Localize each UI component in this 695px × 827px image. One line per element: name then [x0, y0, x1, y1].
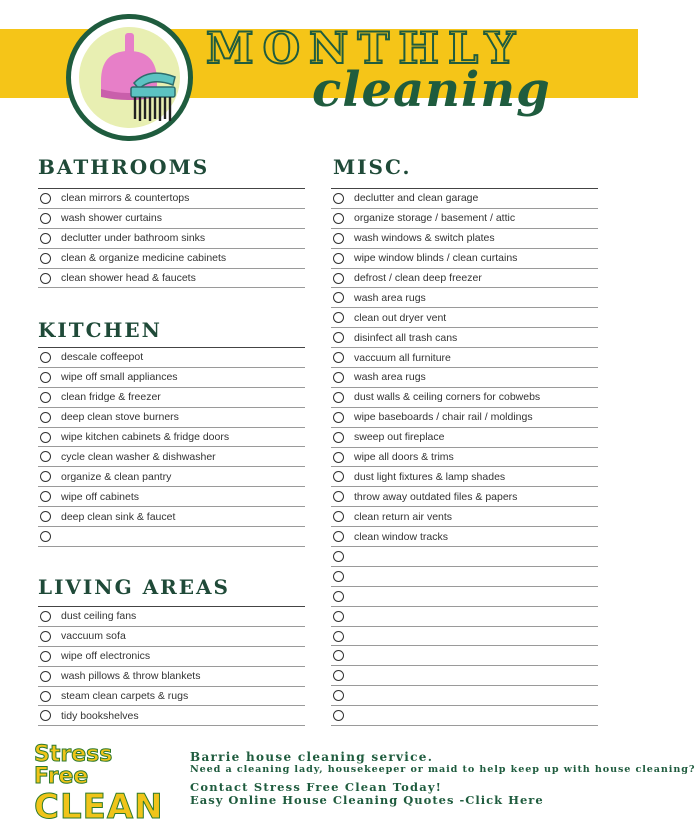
list-item-label: wash area rugs [354, 291, 426, 304]
checkbox-circle[interactable] [333, 670, 344, 681]
list-item [38, 428, 305, 448]
list-item-label: clean window tracks [354, 530, 448, 543]
list-item [38, 647, 305, 667]
checkbox-circle[interactable] [40, 352, 51, 363]
footer-service-line: Barrie house cleaning service. [190, 750, 434, 764]
list-item-label: declutter under bathroom sinks [61, 232, 206, 245]
list-item-label: clean & organize medicine cabinets [61, 252, 227, 265]
list-item [331, 467, 598, 487]
list-item-label: organize storage / basement / attic [354, 212, 516, 225]
checkbox-circle[interactable] [333, 452, 344, 463]
list-item [331, 269, 598, 289]
footer-need-line: Need a cleaning lady, housekeeper or maid to help keep up with house cleaning? [190, 764, 695, 775]
checkbox-circle[interactable] [333, 551, 344, 562]
list-item [331, 288, 598, 308]
list-item [331, 368, 598, 388]
list-item-label: wash area rugs [354, 371, 426, 384]
checkbox-circle[interactable] [40, 233, 51, 244]
checkbox-circle[interactable] [333, 471, 344, 482]
section-title-bathrooms: BATHROOMS [38, 155, 210, 179]
checkbox-circle[interactable] [40, 631, 51, 642]
list-item-label: wipe window blinds / clean curtains [354, 252, 518, 265]
checkbox-circle[interactable] [40, 253, 51, 264]
checklist-bathrooms [38, 188, 305, 288]
stress-free-clean-logo[interactable] [34, 742, 174, 827]
list-item-label: wipe off cabinets [61, 490, 140, 503]
checkbox-circle[interactable] [333, 571, 344, 582]
list-item [38, 229, 305, 249]
footer-quote-link[interactable]: Easy Online House Cleaning Quotes -Click Here [190, 793, 544, 807]
checkbox-circle[interactable] [333, 253, 344, 264]
checkbox-circle[interactable] [333, 491, 344, 502]
list-item [38, 467, 305, 487]
list-item-label: wipe all doors & trims [354, 451, 454, 464]
list-item-label: vaccuum all furniture [354, 351, 451, 364]
checkbox-circle[interactable] [333, 631, 344, 642]
checkbox-circle[interactable] [333, 710, 344, 721]
list-item-label: wipe baseboards / chair rail / moldings [354, 411, 533, 424]
list-item [331, 229, 598, 249]
list-item [331, 527, 598, 547]
list-item-label: wipe kitchen cabinets & fridge doors [61, 431, 230, 443]
dustpan-logo [66, 14, 193, 141]
checkbox-circle[interactable] [333, 193, 344, 204]
list-item [38, 209, 305, 229]
checkbox-circle[interactable] [333, 332, 344, 343]
checkbox-circle[interactable] [333, 292, 344, 303]
list-item-label: dust light fixtures & lamp shades [354, 470, 506, 483]
list-item [38, 447, 305, 467]
checkbox-circle[interactable] [40, 691, 51, 702]
list-item [38, 627, 305, 647]
list-item [38, 249, 305, 269]
checkbox-circle[interactable] [40, 193, 51, 204]
list-item-label: wash pillows & throw blankets [61, 670, 201, 683]
checkbox-circle[interactable] [333, 312, 344, 323]
checkbox-circle[interactable] [333, 591, 344, 602]
checkbox-circle[interactable] [40, 511, 51, 522]
list-item [331, 348, 598, 368]
list-item-label: defrost / clean deep freezer [354, 272, 482, 284]
list-item [331, 646, 598, 666]
list-item-label: declutter and clean garage [354, 192, 479, 205]
list-item [331, 706, 598, 726]
list-item-label: clean fridge & freezer [61, 391, 161, 404]
list-item [38, 607, 305, 627]
list-item [331, 607, 598, 627]
checkbox-circle[interactable] [333, 372, 344, 383]
dustpan-brush-icon [79, 27, 180, 128]
list-item [38, 388, 305, 408]
section-title-living-areas: LIVING AREAS [38, 575, 230, 599]
page-title: MONTHLY [206, 24, 525, 74]
list-item [38, 487, 305, 507]
list-item [331, 249, 598, 269]
checklist-living-areas [38, 606, 305, 726]
list-item-label: wipe off small appliances [61, 371, 178, 384]
checkbox-circle[interactable] [333, 531, 344, 542]
checkbox-circle[interactable] [333, 432, 344, 443]
logo-background [79, 27, 180, 128]
checkbox-circle[interactable] [333, 233, 344, 244]
list-item-label: disinfect all trash cans [354, 331, 458, 344]
list-item [331, 209, 598, 229]
list-item [331, 487, 598, 507]
checkbox-circle[interactable] [40, 471, 51, 482]
checkbox-circle[interactable] [333, 412, 344, 423]
list-item [38, 507, 305, 527]
list-item [38, 348, 305, 368]
list-item-label: deep clean sink & faucet [61, 510, 176, 523]
list-item-label: clean mirrors & countertops [61, 192, 190, 205]
list-item-label: dust ceiling fans [61, 610, 137, 623]
list-item-label: descale coffeepot [61, 351, 144, 364]
list-item [38, 408, 305, 428]
checkbox-circle[interactable] [333, 352, 344, 363]
list-item [38, 667, 305, 687]
list-item [38, 368, 305, 388]
list-item [331, 308, 598, 328]
checkbox-circle[interactable] [40, 671, 51, 682]
list-item [38, 706, 305, 726]
list-item [331, 627, 598, 647]
list-item-label: deep clean stove burners [61, 411, 179, 424]
section-title-kitchen: KITCHEN [38, 318, 162, 342]
checkbox-circle[interactable] [40, 710, 51, 721]
checkbox-circle[interactable] [333, 690, 344, 701]
page-subtitle: cleaning [312, 62, 551, 118]
list-item-label: vaccuum sofa [61, 630, 126, 643]
list-item [331, 666, 598, 686]
list-item [38, 189, 305, 209]
checkbox-circle[interactable] [40, 273, 51, 284]
list-item [331, 328, 598, 348]
checkbox-circle[interactable] [40, 392, 51, 403]
list-item [331, 686, 598, 706]
logo-text-bottom: CLEAN [34, 787, 164, 827]
checkbox-circle[interactable] [333, 273, 344, 284]
list-item [331, 189, 598, 209]
list-item-label: wash shower curtains [61, 212, 162, 225]
checkbox-circle[interactable] [40, 372, 51, 383]
list-item [38, 269, 305, 289]
checkbox-circle[interactable] [40, 412, 51, 423]
checkbox-circle[interactable] [40, 451, 51, 462]
list-item-label: wipe off electronics [61, 650, 151, 663]
list-item [38, 527, 305, 547]
checkbox-circle[interactable] [40, 611, 51, 622]
list-item-label: wash windows & switch plates [354, 232, 495, 245]
checklist-misc [331, 188, 598, 726]
checkbox-circle[interactable] [333, 650, 344, 661]
checkbox-circle[interactable] [40, 651, 51, 662]
list-item-label: organize & clean pantry [61, 470, 172, 483]
checklist-kitchen [38, 347, 305, 547]
list-item-label: steam clean carpets & rugs [61, 690, 189, 702]
list-item [331, 507, 598, 527]
list-item [331, 448, 598, 468]
list-item [331, 547, 598, 567]
checkbox-circle[interactable] [40, 432, 51, 443]
list-item-label: dust walls & ceiling corners for cobwebs [354, 391, 541, 404]
checkbox-circle[interactable] [333, 392, 344, 403]
list-item [38, 687, 305, 707]
section-title-misc: MISC. [333, 155, 412, 179]
checkbox-circle[interactable] [333, 213, 344, 224]
list-item-label: tidy bookshelves [61, 709, 139, 722]
list-item-label: clean out dryer vent [354, 311, 447, 324]
checkbox-circle[interactable] [40, 491, 51, 502]
logo-text-top: Stress Free [34, 742, 113, 789]
footer-contact-link[interactable]: Contact Stress Free Clean Today! [190, 780, 443, 794]
list-item-label: throw away outdated files & papers [354, 490, 518, 503]
checkbox-circle[interactable] [333, 511, 344, 522]
list-item-label: sweep out fireplace [354, 431, 445, 444]
list-item-label: clean shower head & faucets [61, 272, 196, 284]
list-item [331, 567, 598, 587]
checkbox-circle[interactable] [40, 531, 51, 542]
list-item [331, 587, 598, 607]
list-item [331, 388, 598, 408]
checkbox-circle[interactable] [333, 611, 344, 622]
list-item [331, 408, 598, 428]
list-item-label: cycle clean washer & dishwasher [61, 450, 216, 463]
list-item [331, 428, 598, 448]
list-item-label: clean return air vents [354, 510, 453, 523]
checkbox-circle[interactable] [40, 213, 51, 224]
